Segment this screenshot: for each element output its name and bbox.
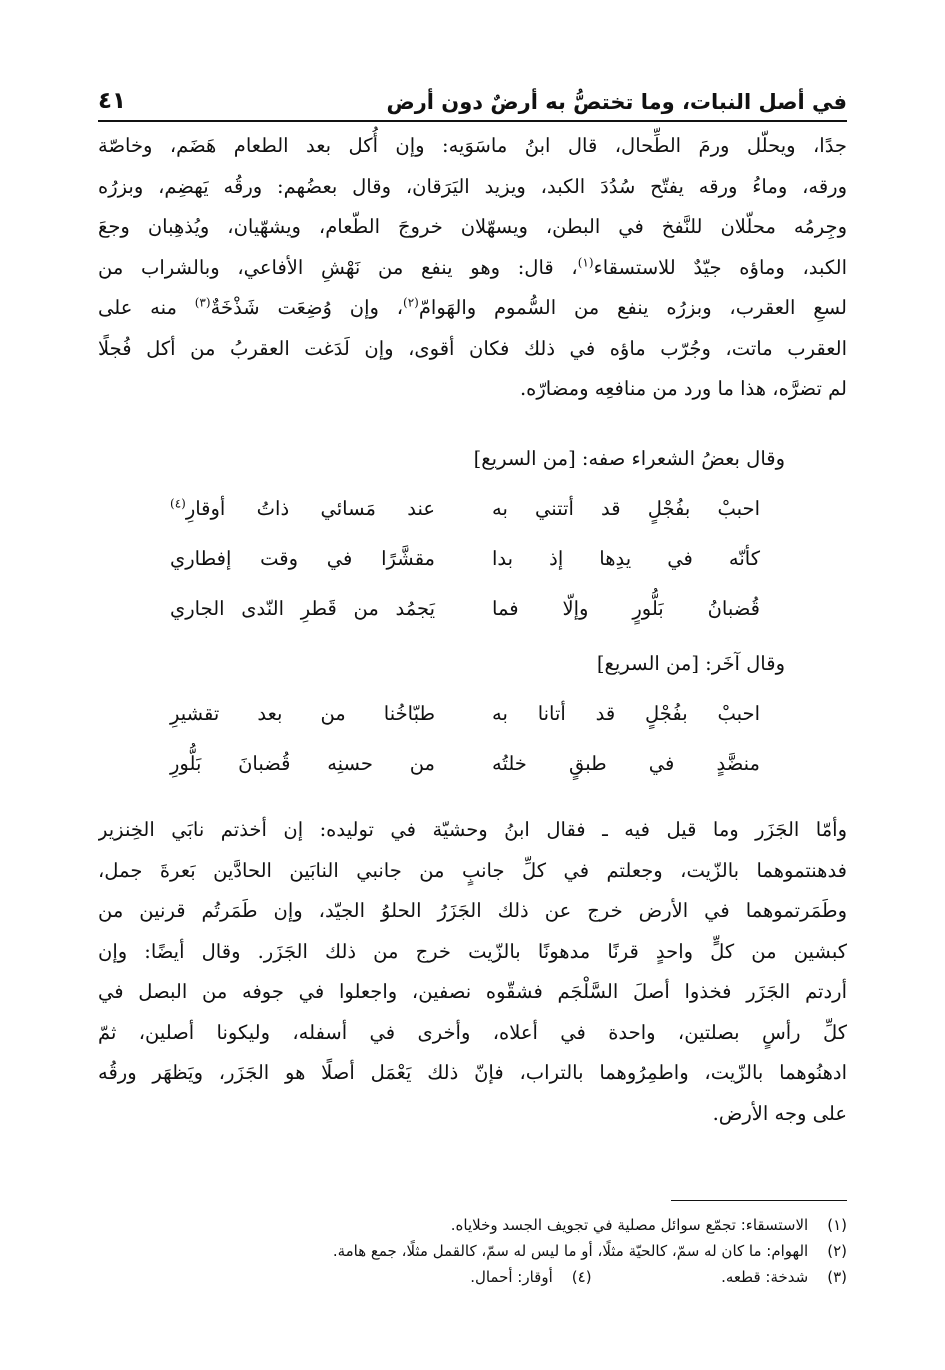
- poem-intro-1: وقال بعضُ الشعراء صفه: [من السريع]: [473, 447, 785, 470]
- page-header: [98, 78, 847, 114]
- verse-hemistich-left: [170, 497, 435, 520]
- footnote-number: (٢): [827, 1242, 847, 1260]
- footnote-ref-3: (٣): [194, 295, 211, 310]
- text-line: [98, 248, 847, 289]
- verse-hemistich-right: منضَّدٍ في طبقٍ خلتُه: [492, 752, 760, 775]
- text-line: على وجه الأرض.: [712, 1101, 847, 1125]
- text-segment: ، قال: وهو ينفع من نَهْشِ الأفاعي، وبالشراب من: [98, 255, 578, 279]
- text-line: أردتم الجَزَر فخذوا أصلَ السَّلْجَم فشقّوه نصفين، واجعلوا في جوفه من البصل في: [98, 980, 847, 1003]
- footnote-number: (٣): [827, 1268, 847, 1286]
- verse-row: [170, 702, 760, 742]
- paragraph-carrot: [98, 810, 847, 1134]
- text-segment: منه على: [98, 296, 195, 319]
- text-line: وأمّا الجَزَر وما قيل فيه ـ فقال ابنُ وحشيّة في توليده: إن أخذتم نابَي الخِنزير: [98, 818, 847, 841]
- text-line: وجِرمُه محلّلان للنَّفخ في البطن، ويسهّلان خروجَ الطّعام، ويشهّيان، ويُذهِبان وجعَ: [98, 215, 847, 238]
- text-segment: عند مَسائي ذاتُ أوقارِ: [185, 497, 435, 520]
- text-segment: ، وإن وُضِعَت شَذْخَةٌ: [210, 296, 404, 319]
- footnote-text: الاستسقاء: تجمّع سوائل مصلية في تجويف الجسد وخلاياه.: [450, 1216, 809, 1234]
- text-line: كبشين من كلٍّ واحدٍ قرنًا مدهونًا بالزّيت خرج من ذلك الجَزَر. وقال أيضًا: وإن: [98, 939, 847, 963]
- paragraph-radish-benefits: [98, 126, 847, 410]
- verse-row: [170, 547, 760, 587]
- text-line: جدًا، ويحلّل ورمَ الطِّحال، قال ابنُ ماسَوَيه: وإن أُكل بعد الطعام هَضَم، وخاصّة: [98, 134, 847, 157]
- text-segment: لسعِ العقرب، وبزرُه ينفع من السُّموم والهَوامّ: [418, 296, 847, 319]
- text-segment: الكبد، وماؤه جيّدٌ للاستسقاء: [593, 255, 847, 279]
- footnote-text: أوقار: أحمال.: [470, 1268, 553, 1286]
- footnote-text: الهوام: ما كان له سمّ، كالحيّة مثلًا، أو ما ليس له سمّ، كالقمل مثلًا، جمع هامة.: [332, 1242, 809, 1260]
- footnote-number: (١): [827, 1216, 847, 1234]
- footnote-3-4: [98, 1264, 847, 1290]
- poem-intro-2: وقال آخَر: [من السريع]: [596, 652, 785, 675]
- verse-row: [170, 752, 760, 792]
- footnote-1: [98, 1212, 847, 1238]
- text-line: لم تضرَّه، هذا ما ورد من منافعِه ومضارّه.: [519, 377, 847, 400]
- footnote-ref-1: (١): [577, 255, 594, 269]
- verse-hemistich-right: قُضبانُ بَلُّورٍ وإلّا فما: [492, 597, 760, 620]
- page-number: ٤١: [98, 88, 127, 114]
- verse-row: [170, 597, 760, 637]
- verse-hemistich-left: يَجمُد من قَطرِ النّدى الجاري: [170, 597, 435, 620]
- verse-hemistich-right: احببْ بفُجْلٍ قد أتتني به: [492, 497, 760, 520]
- footnote-number: (٤): [571, 1268, 592, 1286]
- verse-row: [170, 497, 760, 537]
- verse-hemistich-right: كأنّه في يدِها إذ بدا: [492, 547, 760, 570]
- text-line: ادهنُوهما بالزّيت، واطمِرُوهما بالتراب، فإنّ ذلك يَعْمَل أصلًا هو الجَزَر، ويَظهَر ورقُه: [98, 1061, 847, 1084]
- verse-hemistich-left: من حسنِه قُضبانَ بَلُّورِ: [170, 752, 435, 775]
- footnote-2: [98, 1238, 847, 1264]
- footnote-text: شدخة: قطعه.: [721, 1268, 809, 1286]
- verse-hemistich-left: مقشَّرًا في وقت إفطاري: [170, 547, 435, 570]
- footnote-ref-4: (٤): [170, 496, 186, 511]
- verse-hemistich-left: طبّاخُنا من بعد تقشيرِ: [170, 702, 435, 725]
- footnotes: [98, 1212, 847, 1290]
- text-line: [98, 288, 847, 329]
- text-line: ورقه، وماءُ ورقه يفتّح سُدُدَ الكبد، ويزيد اليَرَقان، وقال بعضُهم: ورقُه يَهضِم، وبزرُه: [98, 174, 847, 198]
- running-title: في أصل النبات، وما تختصُّ به أرضٌ دون أرض: [386, 90, 847, 114]
- verse-hemistich-right: احببْ بفُجْلٍ قد أتانا به: [492, 702, 760, 725]
- text-line: وطَمَرتموهما في الأرض خرج عن ذلك الجَزَرُ الحلوُ الجيّد، وإن طَمَرتُم قرنين من: [98, 899, 847, 922]
- text-line: فدهنتموهما بالزّيت، وجعلتم في كلِّ جانبٍ من جانبي النابَين الحادَّين بَعرةَ جمل،: [98, 858, 847, 882]
- footnote-separator: [671, 1200, 847, 1201]
- footnote-ref-2: (٢): [403, 295, 419, 310]
- header-rule: [98, 120, 847, 122]
- text-line: العقرب ماتت، وجُرّب ماؤه في ذلك فكان أقوى، وإن لَدَغت العقربُ من أكل فُجلًا: [98, 336, 847, 360]
- text-line: كلِّ رأسٍ بصلتين، واحدة في أعلاه، وأخرى في أسفله، وليكونا أصلين، ثمّ: [98, 1020, 847, 1044]
